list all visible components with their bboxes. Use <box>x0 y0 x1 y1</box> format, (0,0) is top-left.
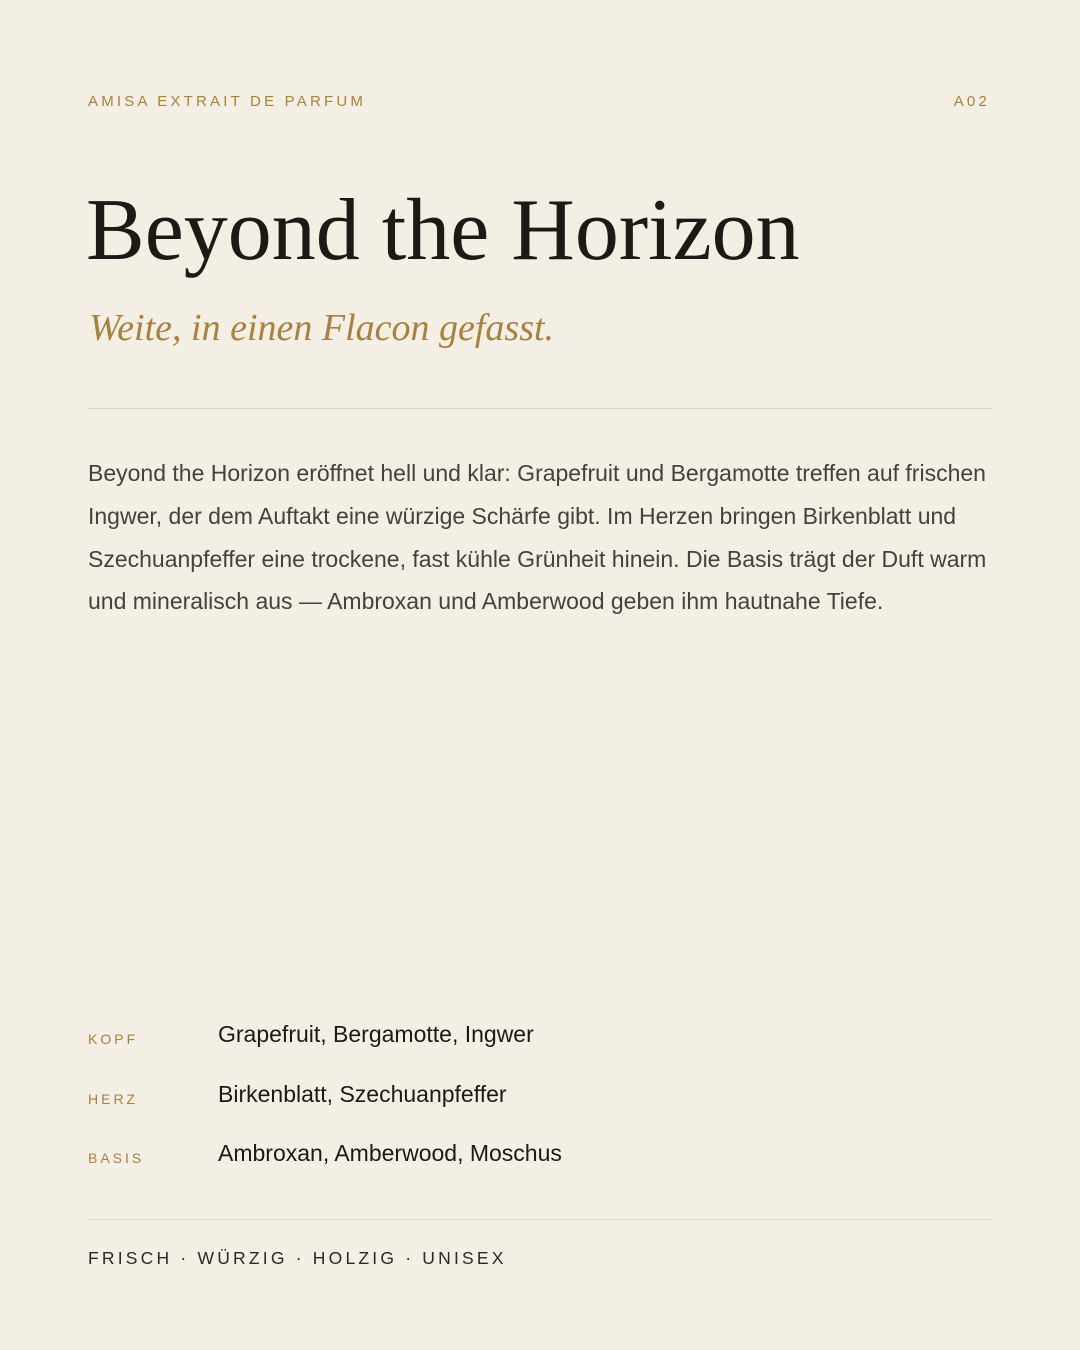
note-row-kopf <box>88 1015 992 1075</box>
product-code: A02 <box>953 93 990 110</box>
character-tags: FRISCH · WÜRZIG · HOLZIG · UNISEX <box>88 1248 507 1268</box>
divider-bottom <box>88 1219 992 1220</box>
product-description: Beyond the Horizon eröffnet hell und klar: Grapefruit und Bergamotte treffen auf frischen Ingwer, der dem Auftakt eine würzige Schärfe gibt. Im Herzen bringen Birkenblatt und Szechuanpfeffer eine trockene, fast kühle Grünheit hinein. Die Basis trägt der Duft warm und mineralisch aus — Ambroxan und Amberwood geben ihm hautnahe Tiefe. <box>88 460 987 615</box>
brand-label: AMISA EXTRAIT DE PARFUM <box>88 93 367 110</box>
note-value: Ambroxan, Amberwood, Moschus <box>218 1140 562 1166</box>
product-title: Beyond the Horizon <box>86 182 800 279</box>
notes-list <box>88 1015 992 1194</box>
note-row-basis <box>88 1134 992 1194</box>
note-label: HERZ <box>88 1090 139 1107</box>
divider-top <box>88 408 992 409</box>
note-label: KOPF <box>88 1031 139 1047</box>
note-value: Birkenblatt, Szechuanpfeffer <box>218 1080 507 1107</box>
note-row-herz <box>88 1075 992 1135</box>
note-label: BASIS <box>88 1150 145 1166</box>
note-value: Grapefruit, Bergamotte, Ingwer <box>218 1021 534 1047</box>
product-tagline: Weite, in einen Flacon gefasst. <box>89 307 555 349</box>
